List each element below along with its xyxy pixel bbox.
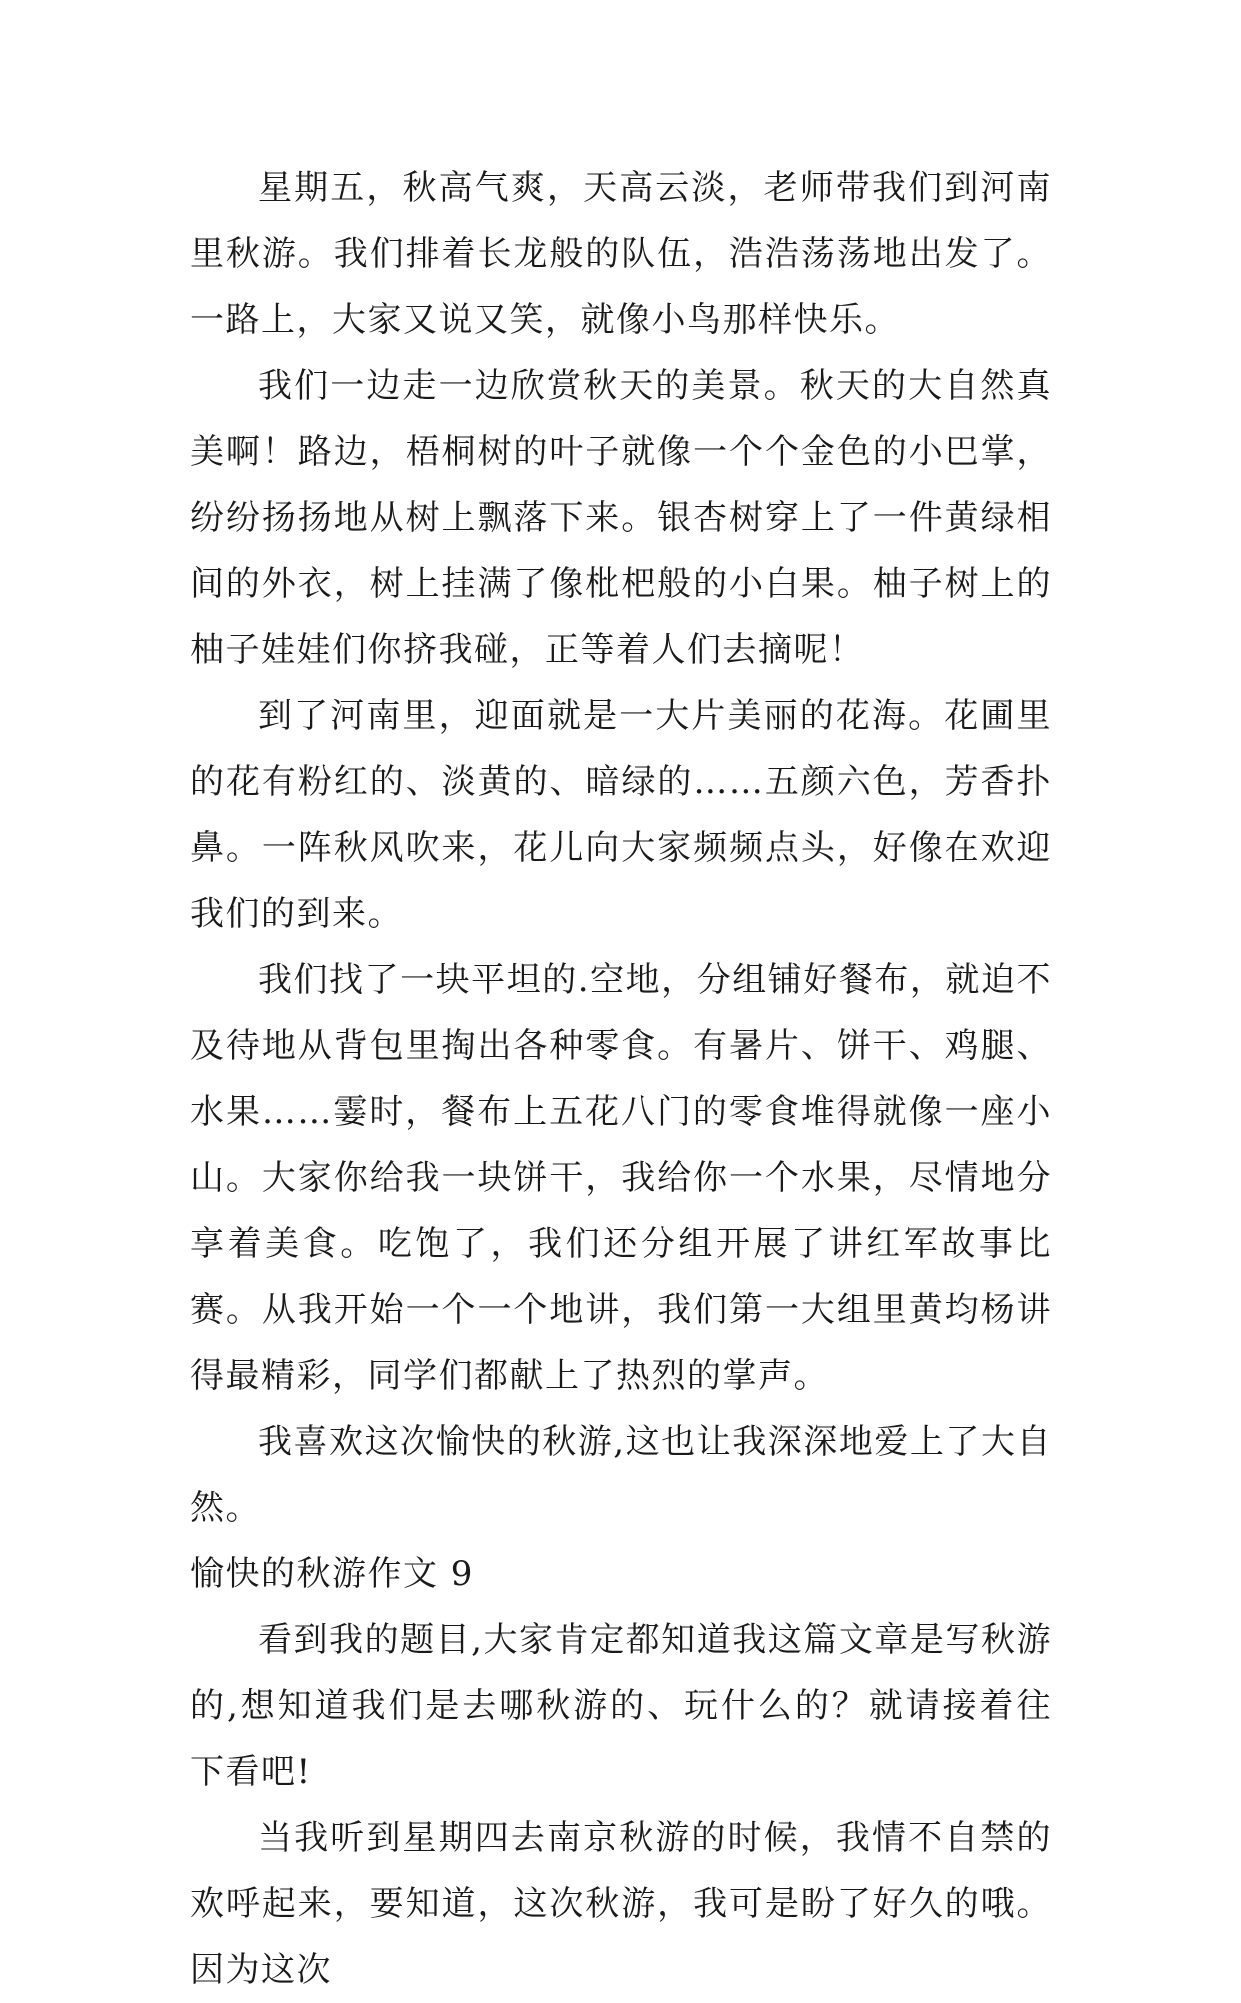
paragraph-1: 星期五，秋高气爽，天高云淡，老师带我们到河南里秋游。我们排着长龙般的队伍，浩浩荡荡地出发了。一路上，大家又说又笑，就像小鸟那样快乐。 [190, 168, 1052, 340]
paragraph-5: 我喜欢这次愉快的秋游,这也让我深深地爱上了大自然。 [190, 1422, 1052, 1528]
section-heading: 愉快的秋游作文 9 [190, 1554, 474, 1594]
document-body [190, 155, 1052, 2003]
paragraph-4: 我们找了一块平坦的.空地，分组铺好餐布，就迫不及待地从背包里掏出各种零食。有暑片、饼干、鸡腿、水果……霎时，餐布上五花八门的零食堆得就像一座小山。大家你给我一块饼干，我给你一个水果，尽情地分享着美食。吃饱了，我们还分组开展了讲红军故事比赛。从我开始一个一个地讲，我们第一大组里黄均杨讲得最精彩，同学们都献上了热烈的掌声。 [190, 960, 1052, 1396]
paragraph-6: 看到我的题目,大家肯定都知道我这篇文章是写秋游的,想知道我们是去哪秋游的、玩什么的？就请接着往下看吧! [190, 1620, 1052, 1792]
paragraph-7: 当我听到星期四去南京秋游的时候，我情不自禁的欢呼起来，要知道，这次秋游，我可是盼了好久的哦。因为这次 [190, 1818, 1052, 1990]
paragraph-2: 我们一边走一边欣赏秋天的美景。秋天的大自然真美啊！路边，梧桐树的叶子就像一个个金色的小巴掌，纷纷扬扬地从树上飘落下来。银杏树穿上了一件黄绿相间的外衣，树上挂满了像枇杷般的小白果。柚子树上的柚子娃娃们你挤我碰，正等着人们去摘呢！ [190, 366, 1052, 670]
paragraph-3: 到了河南里，迎面就是一大片美丽的花海。花圃里的花有粉红的、淡黄的、暗绿的……五颜六色，芳香扑鼻。一阵秋风吹来，花儿向大家频频点头，好像在欢迎我们的到来。 [190, 696, 1052, 934]
